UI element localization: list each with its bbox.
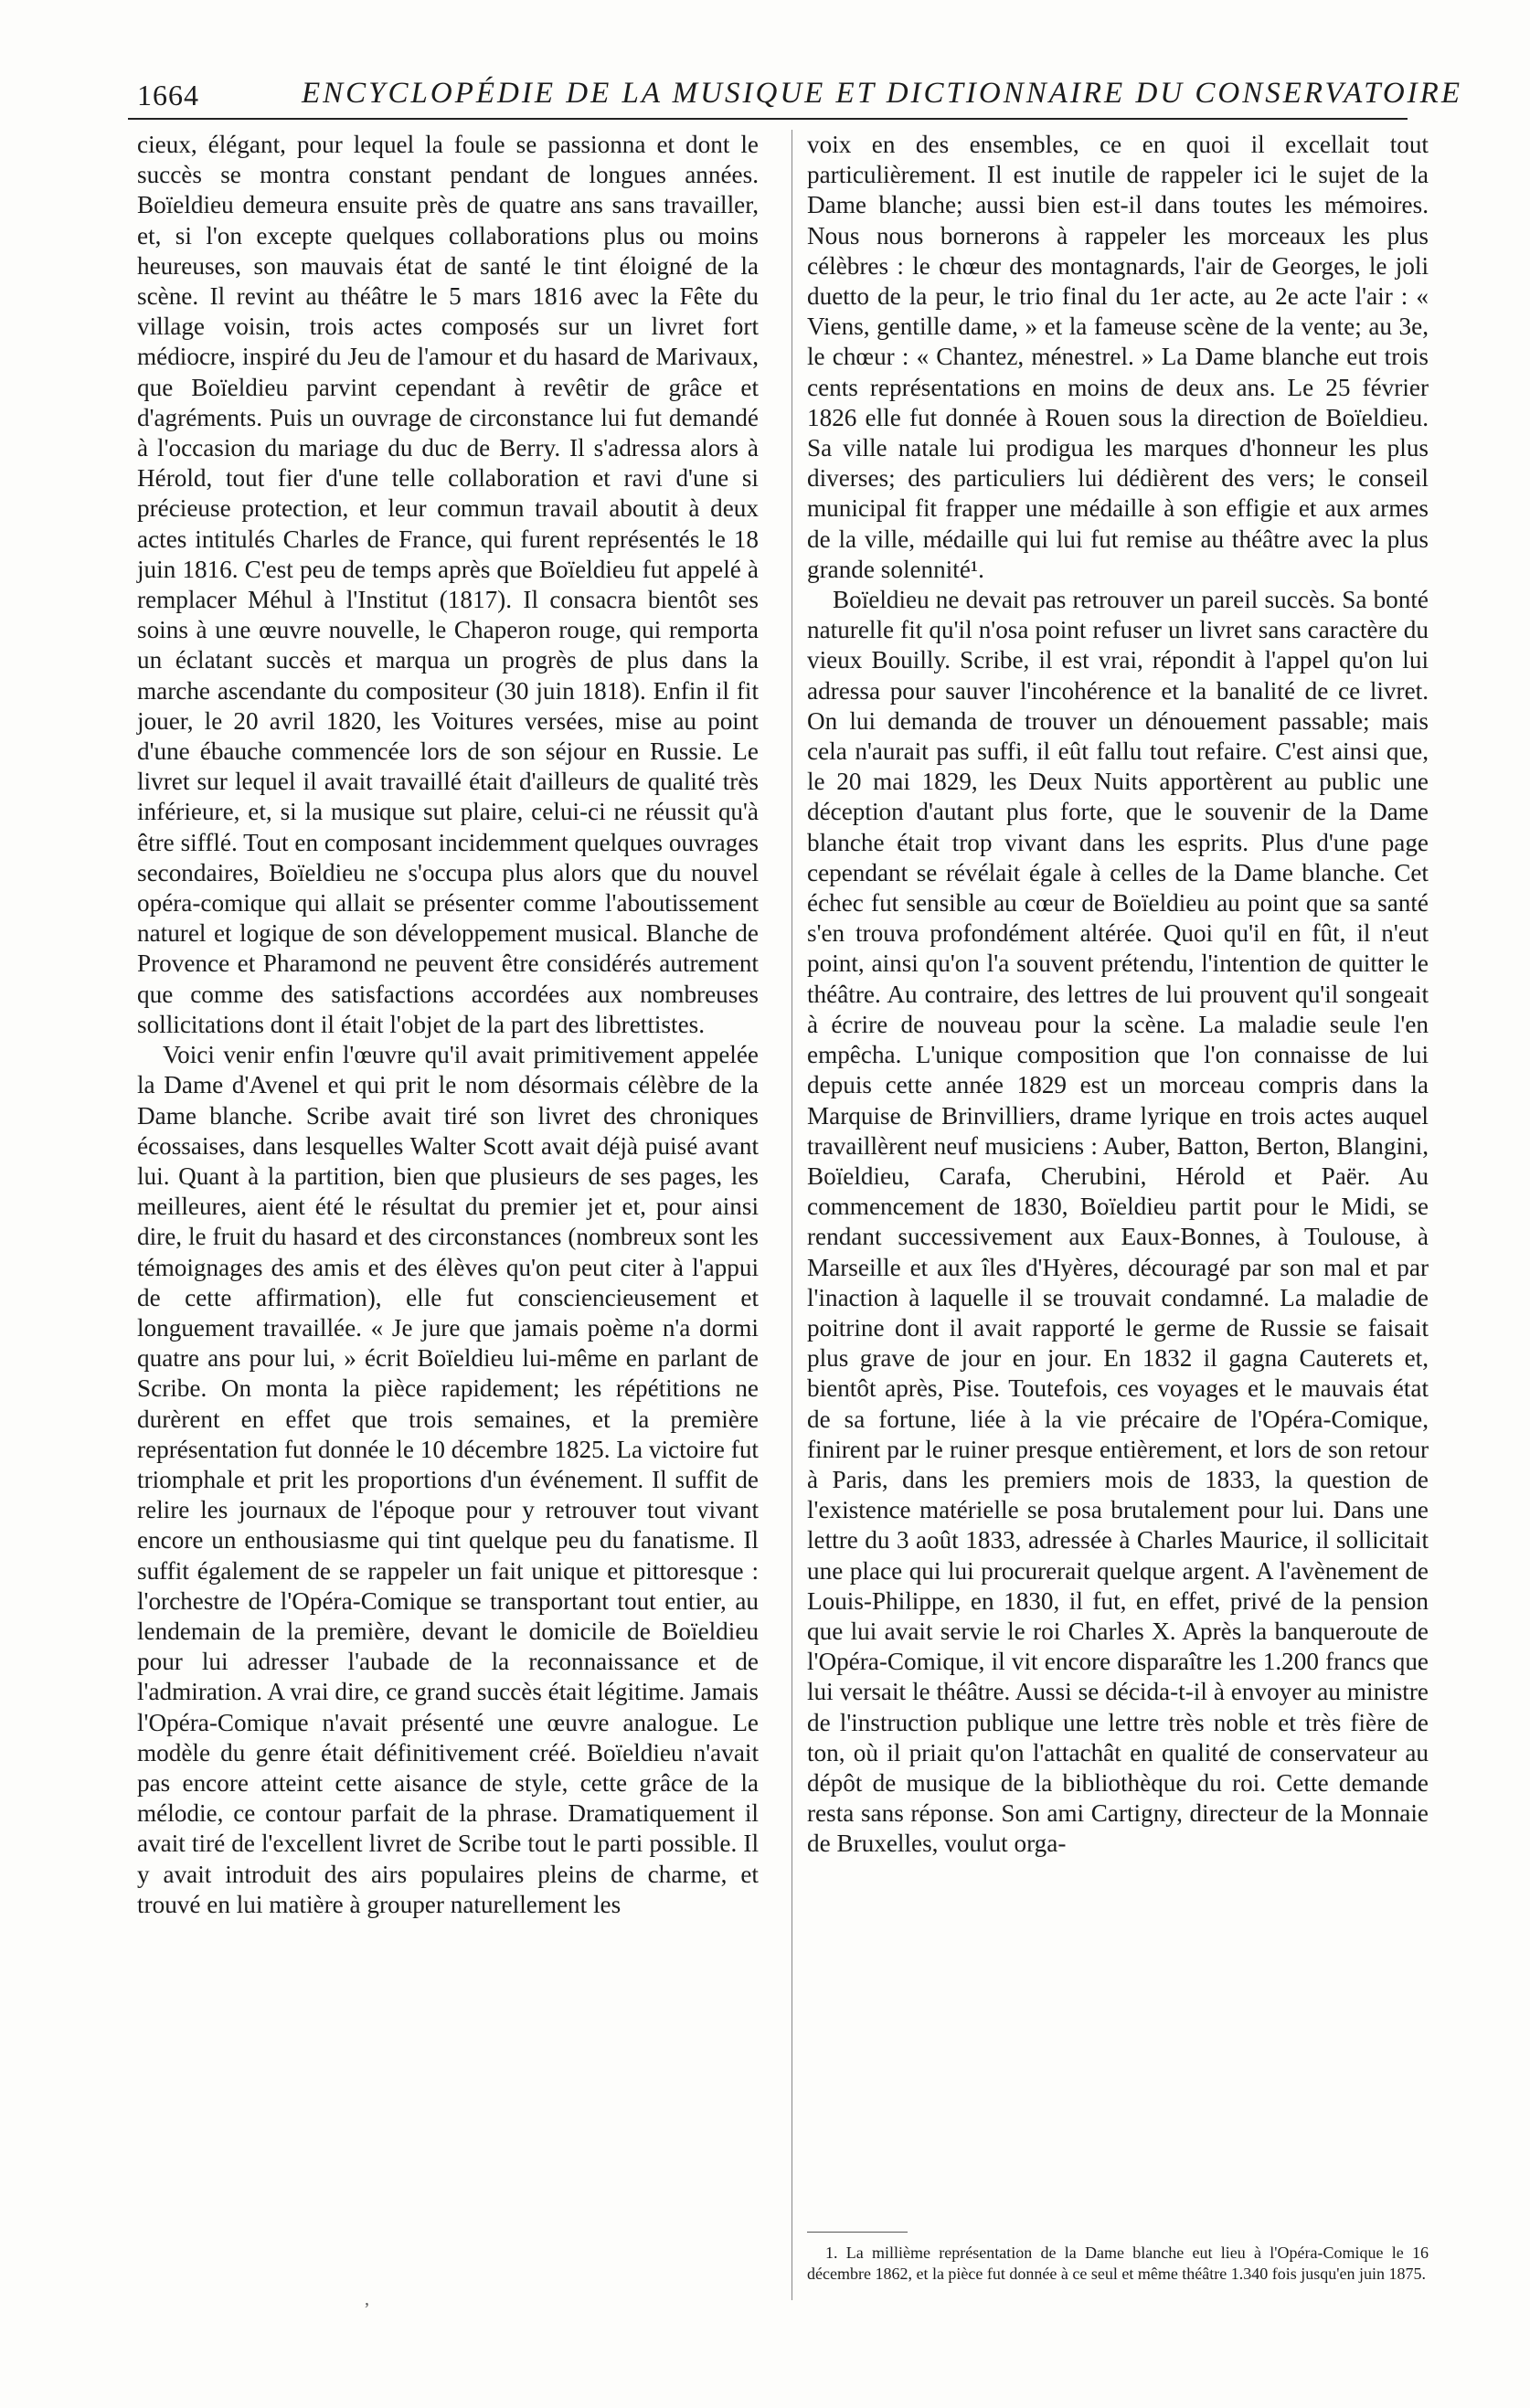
paragraph: Voici venir enfin l'œuvre qu'il avait primitivement appelée la Dame d'Avenel et qui prit le nom désormais célèbre de la Dame blanche. Scribe avait tiré son livret des chroniques écossaises, dans lesquelles Walter Scott avait déjà puisé avant lui. Quant à la partition, bien que plusieurs de ses pages, les meilleures, aient été le résultat du premier jet et, pour ainsi dire, le fruit du hasard et des circonstances (nombreux sont les témoignages des amis et des élèves qu'on peut citer à l'appui de cette affirmation), elle fut consciencieusement et longuement travaillée. « Je jure que jamais poème n'a dormi quatre ans pour lui, » écrit Boïeldieu lui-même en parlant de Scribe. On monta la pièce rapidement; les répétitions ne durèrent en effet que trois semaines, et la première représentation fut donnée le 10 décembre 1825. La victoire fut triomphale et prit les proportions d'un événement. Il suffit de relire les journaux de l'époque pour y retrouver tout vivant encore un enthousiasme qui tint quelque peu du fanatisme. Il suffit également de se rappeler un fait unique et pittoresque : l'orchestre de l'Opéra-Comique se transportant tout entier, au lendemain de la première, devant le domicile de Boïeldieu pour lui adresser l'aubade de la reconnaissance et de l'admiration. A vrai dire, ce grand succès était légitime. Jamais l'Opéra-Comique n'avait présenté une œuvre analogue. Le modèle du genre était définitivement créé. Boïeldieu n'avait pas encore atteint cette aisance de style, cette grâce de la mélodie, ce contour parfait de la phrase. Dramatiquement il avait tiré de l'excellent livret de Scribe tout le parti possible. Il y avait introduit des airs populaires pleins de charme, et trouvé en lui matière à grouper naturellement les bbox=[137, 1041, 759, 1918]
left-column bbox=[137, 130, 759, 1920]
page-number: 1664 bbox=[137, 79, 199, 111]
running-title: ENCYCLOPÉDIE DE LA MUSIQUE ET DICTIONNAIRE DU CONSERVATOIRE bbox=[302, 77, 1462, 110]
footnote-text: 1. La millième représentation de la Dame blanche eut lieu à l'Opéra-Comique le 16 décembre 1862, et la pièce fut donnée à ce seul et même théâtre 1.340 fois jusqu'en juin 1875. bbox=[807, 2244, 1429, 2283]
paragraph: cieux, élégant, pour lequel la foule se passionna et dont le succès se montra constant pendant de longues années. Boïeldieu demeura ensuite près de quatre ans sans travailler, et, si l'on excepte quelques collaborations plus ou moins heureuses, son mauvais état de santé le tint éloigné de la scène. Il revint au théâtre le 5 mars 1816 avec la Fête du village voisin, trois actes composés sur un livret fort médiocre, inspiré du Jeu de l'amour et du hasard de Marivaux, que Boïeldieu parvint cependant à revêtir de grâce et d'agréments. Puis un ouvrage de circonstance lui fut demandé à l'occasion du mariage du duc de Berry. Il s'adressa alors à Hérold, tout fier d'une telle collaboration et ravi d'une si précieuse protection, et leur commun travail aboutit à deux actes intitulés Charles de France, qui furent représentés le 18 juin 1816. C'est peu de temps après que Boïeldieu fut appelé à remplacer Méhul à l'Institut (1817). Il consacra bientôt ses soins à une œuvre nouvelle, le Chaperon rouge, qui remporta un éclatant succès et marqua un progrès de plus dans la marche ascendante du compositeur (30 juin 1818). Enfin il fit jouer, le 20 avril 1820, les Voitures versées, mise au point d'une ébauche commencée lors de son séjour en Russie. Le livret sur lequel il avait travaillé était d'ailleurs de qualité très inférieure, et, si la musique sut plaire, celui-ci ne réussit qu'à être sifflé. Tout en composant incidemment quelques ouvrages secondaires, Boïeldieu ne s'occupa plus alors que du nouvel opéra-comique qui allait se présenter comme l'aboutissement naturel et logique de son développement musical. Blanche de Provence et Pharamond ne peuvent être considérés autrement que comme des satisfactions accordées aux nombreuses sollicitations dont il était l'objet de la part des librettistes. bbox=[137, 131, 759, 1038]
stray-mark: ’ bbox=[364, 2299, 370, 2319]
paragraph: voix en des ensembles, ce en quoi il excellait tout particulièrement. Il est inutile de rappeler ici le sujet de la Dame blanche; aussi bien est-il dans toutes les mémoires. Nous nous bornerons à rappeler les morceaux les plus célèbres : le chœur des montagnards, l'air de Georges, le joli duetto de la peur, le trio final du 1er acte, au 2e acte l'air : « Viens, gentille dame, » et la fameuse scène de la vente; au 3e, le chœur : « Chantez, ménestrel. » La Dame blanche eut trois cents représentations en moins de deux ans. Le 25 février 1826 elle fut donnée à Rouen sous la direction de Boïeldieu. Sa ville natale lui prodigua les marques d'honneur les plus diverses; des particuliers lui dédièrent des vers; le conseil municipal fit frapper une médaille à son effigie et aux armes de la ville, médaille qui lui fut remise au théâtre avec la plus grande solennité¹. bbox=[807, 131, 1429, 583]
right-column bbox=[807, 130, 1429, 1860]
paragraph: Boïeldieu ne devait pas retrouver un pareil succès. Sa bonté naturelle fit qu'il n'osa point refuser un livret sans caractère du vieux Bouilly. Scribe, il est vrai, répondit à l'appel qu'on lui adressa pour sauver l'incohérence et la banalité de ce livret. On lui demanda de trouver un dénouement passable; mais cela n'aurait pas suffi, il eût fallu tout refaire. C'est ainsi que, le 20 mai 1829, les Deux Nuits apportèrent au public une déception d'autant plus forte, que le souvenir de la Dame blanche était trop vivant dans les esprits. Plus d'une page cependant se révélait égale à celles de la Dame blanche. Cet échec fut sensible au cœur de Boïeldieu au point que sa santé s'en trouva profondément altérée. Quoi qu'il en fût, il n'eut point, ainsi qu'on l'a souvent prétendu, l'intention de quitter le théâtre. Au contraire, des lettres de lui prouvent qu'il songeait à écrire de nouveau pour la scène. La maladie seule l'en empêcha. L'unique composition que l'on connaisse de lui depuis cette année 1829 est un morceau compris dans la Marquise de Brinvilliers, drame lyrique en trois actes auquel travaillèrent neuf musiciens : Auber, Batton, Berton, Blangini, Boïeldieu, Carafa, Cherubini, Hérold et Paër. Au commencement de 1830, Boïeldieu partit pour le Midi, se rendant successivement aux Eaux-Bonnes, à Toulouse, à Marseille et aux îles d'Hyères, découragé par son mal et par l'inaction à laquelle il se trouvait condamné. La maladie de poitrine dont il avait rapporté le germe de Russie se faisait plus grave de jour en jour. En 1832 il gagna Cauterets et, bientôt après, Pise. Toutefois, ces voyages et le mauvais état de sa fortune, liée à la vie précaire de l'Opéra-Comique, finirent par le ruiner presque entièrement, et lors de son retour à Paris, dans les premiers mois de 1833, la question de l'existence matérielle se posa brutalement pour lui. Dans une lettre du 3 août 1833, adressée à Charles Maurice, il sollicitait une place qui lui procurerait quelque argent. A l'avènement de Louis-Philippe, en 1830, il fut, en effet, privé de la pension que lui avait servie le roi Charles X. Après la banqueroute de l'Opéra-Comique, il vit encore disparaître les 1.200 francs que lui versait le théâtre. Aussi se décida-t-il à envoyer au ministre de l'instruction publique une lettre très noble et très fière de ton, où il priait qu'on l'attachât en qualité de conservateur au dépôt de musique de la bibliothèque du roi. Cette demande resta sans réponse. Son ami Cartigny, directeur de la Monnaie de Bruxelles, voulut orga- bbox=[807, 586, 1429, 1858]
header-rule bbox=[128, 118, 1408, 120]
page-header bbox=[128, 77, 1462, 113]
footnote bbox=[807, 2243, 1429, 2285]
footnote-rule bbox=[807, 2232, 908, 2233]
